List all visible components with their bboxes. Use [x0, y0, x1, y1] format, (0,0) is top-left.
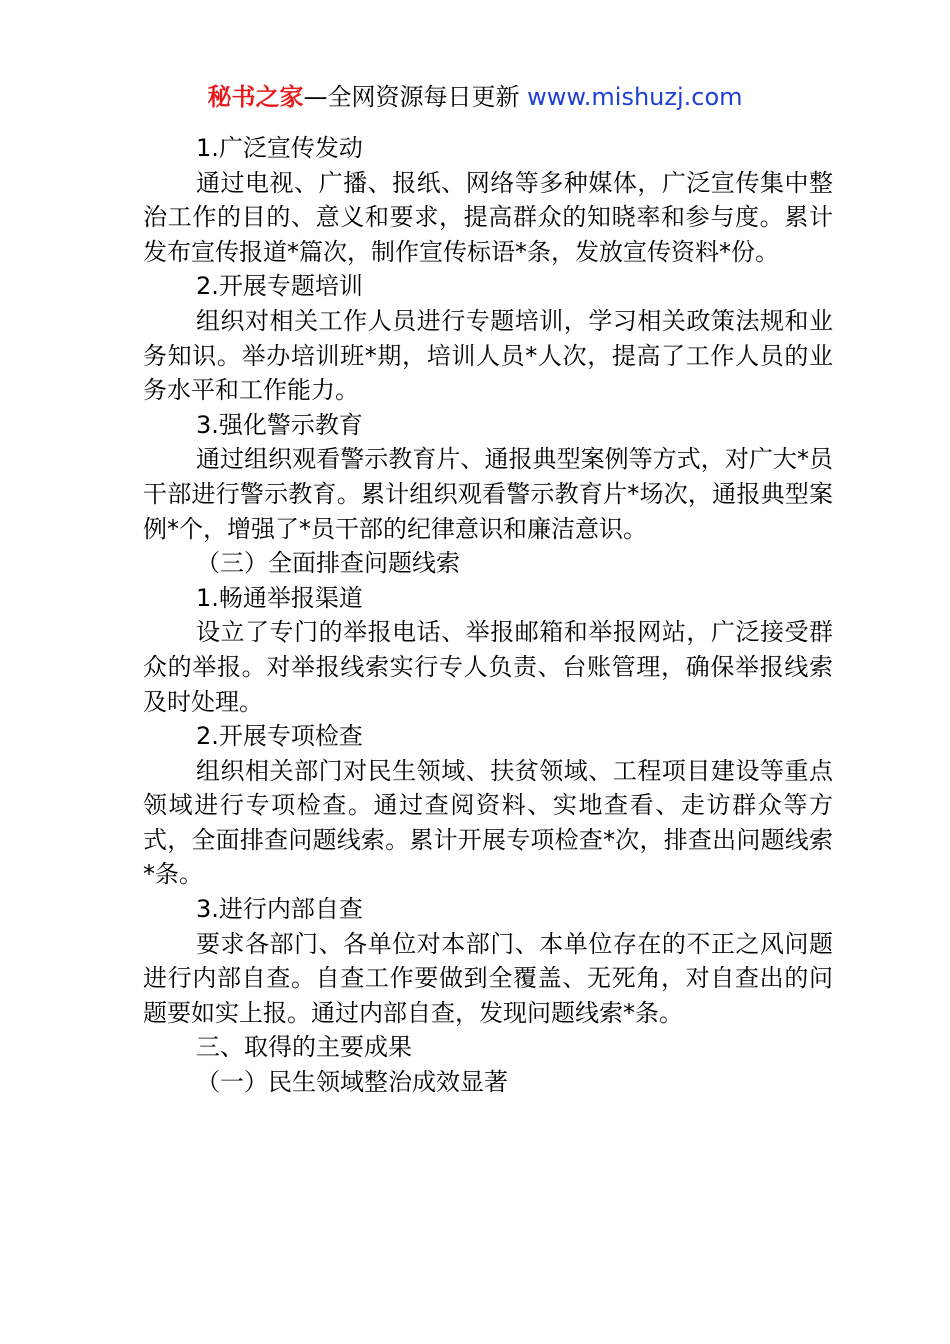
paragraph-training: 组织对相关工作人员进行专题培训，学习相关政策法规和业务知识。举办培训班*期，培训人员*人次，提高了工作人员的业务水平和工作能力。 [143, 306, 833, 405]
subheading-reporting-channels: 1.畅通举报渠道 [196, 583, 363, 612]
subheading-warning-education: 3.强化警示教育 [196, 410, 363, 439]
paragraph-publicity: 通过电视、广播、报纸、网络等多种媒体，广泛宣传集中整治工作的目的、意义和要求，提高群众的知晓率和参与度。累计发布宣传报道*篇次，制作宣传标语*条，发放宣传资料*份。 [143, 168, 833, 266]
subheading-training: 2.开展专题培训 [196, 272, 363, 301]
paragraph-reporting-channels: 设立了专门的举报电话、举报邮箱和举报网站，广泛接受群众的举报。对举报线索实行专人负责、台账管理，确保举报线索及时处理。 [143, 618, 833, 716]
section-heading-livelihood: （一）民生领域整治成效显著 [196, 1068, 508, 1097]
page-header [0, 80, 950, 114]
chapter-heading-results: 三、取得的主要成果 [196, 1033, 412, 1062]
subheading-internal-self-check: 3.进行内部自查 [196, 895, 363, 924]
subheading-publicity: 1.广泛宣传发动 [196, 134, 363, 162]
header-tagline: —全网资源每日更新 [303, 83, 528, 111]
paragraph-warning-education: 通过组织观看警示教育片、通报典型案例等方式，对广大*员干部进行警示教育。累计组织观看警示教育片*场次，通报典型案例*个，增强了*员干部的纪律意识和廉洁意识。 [143, 445, 833, 543]
brand-name: 秘书之家 [207, 83, 304, 111]
paragraph-special-inspection: 组织相关部门对民生领域、扶贫领域、工程项目建设等重点领域进行专项检查。通过查阅资料、实地查看、走访群众等方式，全面排查问题线索。累计开展专项检查*次，排查出问题线索*条。 [143, 756, 833, 889]
section-heading-investigation: （三）全面排查问题线索 [196, 549, 460, 578]
subheading-special-inspection: 2.开展专项检查 [196, 722, 363, 751]
document-body [143, 131, 833, 1100]
paragraph-internal-self-check: 要求各部门、各单位对本部门、本单位存在的不正之风问题进行内部自查。自查工作要做到全覆盖、无死角，对自查出的问题要如实上报。通过内部自查，发现问题线索*条。 [143, 929, 833, 1027]
header-url[interactable]: www.mishuzj.com [527, 83, 743, 111]
